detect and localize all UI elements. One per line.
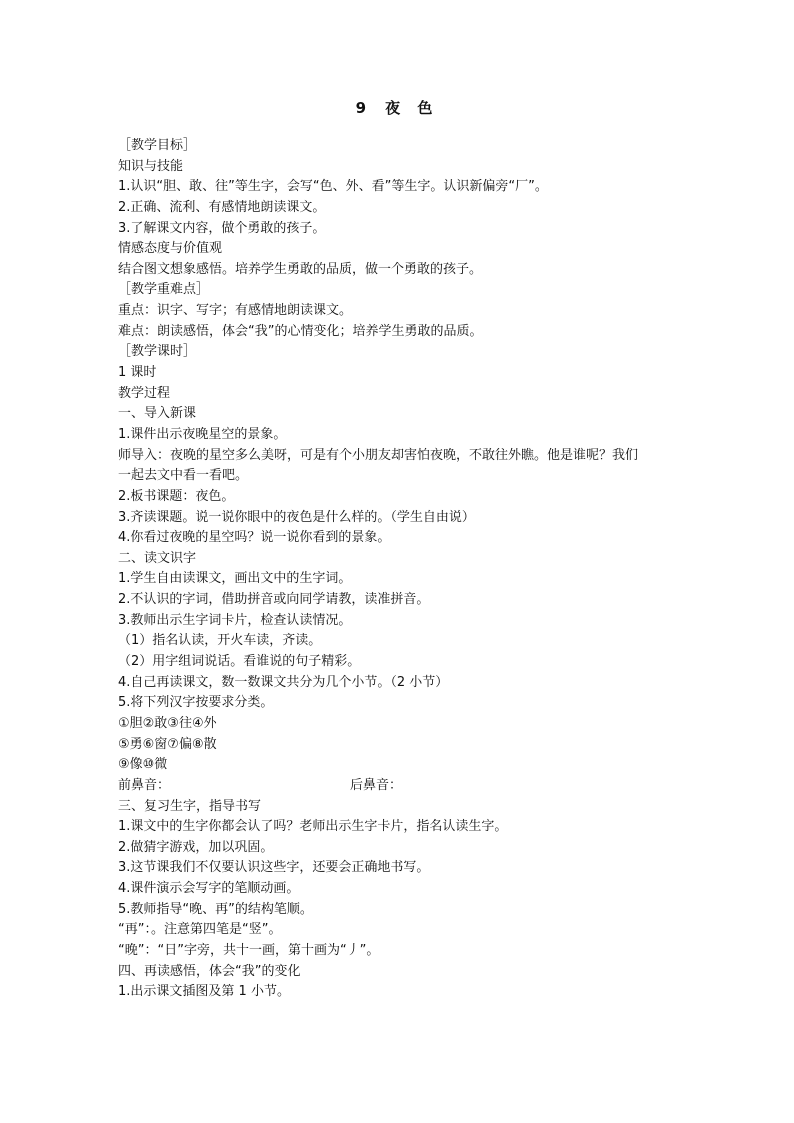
text-line: ⑤勇⑥窗⑦偏⑧散: [118, 736, 217, 752]
text-line: 3.了解课文内容，做个勇敢的孩子。: [118, 220, 326, 236]
text-line: 5.将下列汉字按要求分类。: [118, 695, 274, 711]
text-line: 知识与技能: [118, 158, 184, 174]
text-line: ⑨像⑩微: [118, 757, 168, 773]
text-line: ［教学课时］: [118, 344, 197, 360]
text-line: 2.板书课题：夜色。: [118, 488, 235, 504]
text-line: 2.不认识的字词，借助拼音或向同学请教，读准拼音。: [118, 592, 430, 608]
text-line: 重点：识字、写字；有感情地朗读课文。: [118, 303, 353, 319]
text-line: 3.这节课我们不仅要认识这些字，还要会正确地书写。: [118, 860, 430, 876]
text-line: （1）指名认读，开火车读，齐读。: [118, 633, 322, 649]
text-line: 2.正确、流利、有感情地朗读课文。: [118, 199, 326, 215]
text-line: （2）用字组词说话。看谁说的句子精彩。: [118, 654, 361, 670]
text-line: 教学过程: [118, 385, 171, 401]
text-line: 3.教师出示生字词卡片，检查认读情况。: [118, 612, 352, 628]
text-line: 四、再读感悟，体会“我”的变化: [118, 963, 301, 979]
text-line: 二、读文识字: [118, 550, 197, 566]
text-line: 师导入：夜晚的星空多么美呀，可是有个小朋友却害怕夜晚，不敢往外瞧。他是谁呢？我们: [118, 447, 639, 463]
lesson-title: [0, 97, 794, 118]
text-line: 4.你看过夜晚的星空吗？说一说你看到的景象。: [118, 530, 391, 546]
text-line: 1.出示课文插图及第 1 小节。: [118, 984, 290, 1000]
back-nasal-label: 后鼻音：: [350, 777, 403, 793]
text-line: 难点：朗读感悟，体会“我”的心情变化；培养学生勇敢的品质。: [118, 323, 483, 339]
text-line: ［教学目标］: [118, 138, 197, 153]
text-line: 三、复习生字，指导书写: [118, 798, 262, 814]
text-line: 一起去文中看一看吧。: [118, 468, 249, 484]
text-line: ①胆②敢③往④外: [118, 715, 217, 731]
text-line: “再”：。注意第四笔是“竖”。: [118, 922, 282, 938]
lesson-number: 9: [355, 99, 368, 117]
text-line: 4.自己再读课文，数一数课文共分为几个小节。（2 小节）: [118, 674, 449, 690]
text-line: 4.课件演示会写字的笔顺动画。: [118, 881, 300, 897]
lesson-body: [118, 136, 688, 1003]
text-line: 一、导入新课: [118, 406, 197, 422]
front-nasal-label: 前鼻音：: [118, 777, 171, 793]
text-line: 5.教师指导“晚、再”的结构笔顺。: [118, 901, 313, 917]
text-line: 情感态度与价值观: [118, 241, 223, 257]
text-line: 1.课件出示夜晚星空的景象。: [118, 426, 287, 442]
nasal-sound-row: [118, 776, 688, 797]
text-line: ［教学重难点］: [118, 282, 210, 298]
text-line: 结合图文想象感悟。培养学生勇敢的品质，做一个勇敢的孩子。: [118, 261, 483, 277]
text-line: 1.课文中的生字你都会认了吗？老师出示生字卡片，指名认读生字。: [118, 819, 508, 835]
text-line: 1.认识“胆、敢、往”等生字，会写“色、外、看”等生字。认识新偏旁“厂”。: [118, 179, 548, 195]
lesson-name: 夜 色: [385, 99, 439, 117]
text-line: 2.做猜字游戏，加以巩固。: [118, 839, 274, 855]
text-line: 1 课时: [118, 365, 157, 381]
text-line: 1.学生自由读课文，画出文中的生字词。: [118, 571, 352, 587]
text-line: “晚”：“日”字旁，共十一画，第十画为“丿”。: [118, 942, 380, 958]
text-line: 3.齐读课题。说一说你眼中的夜色是什么样的。（学生自由说）: [118, 509, 475, 525]
